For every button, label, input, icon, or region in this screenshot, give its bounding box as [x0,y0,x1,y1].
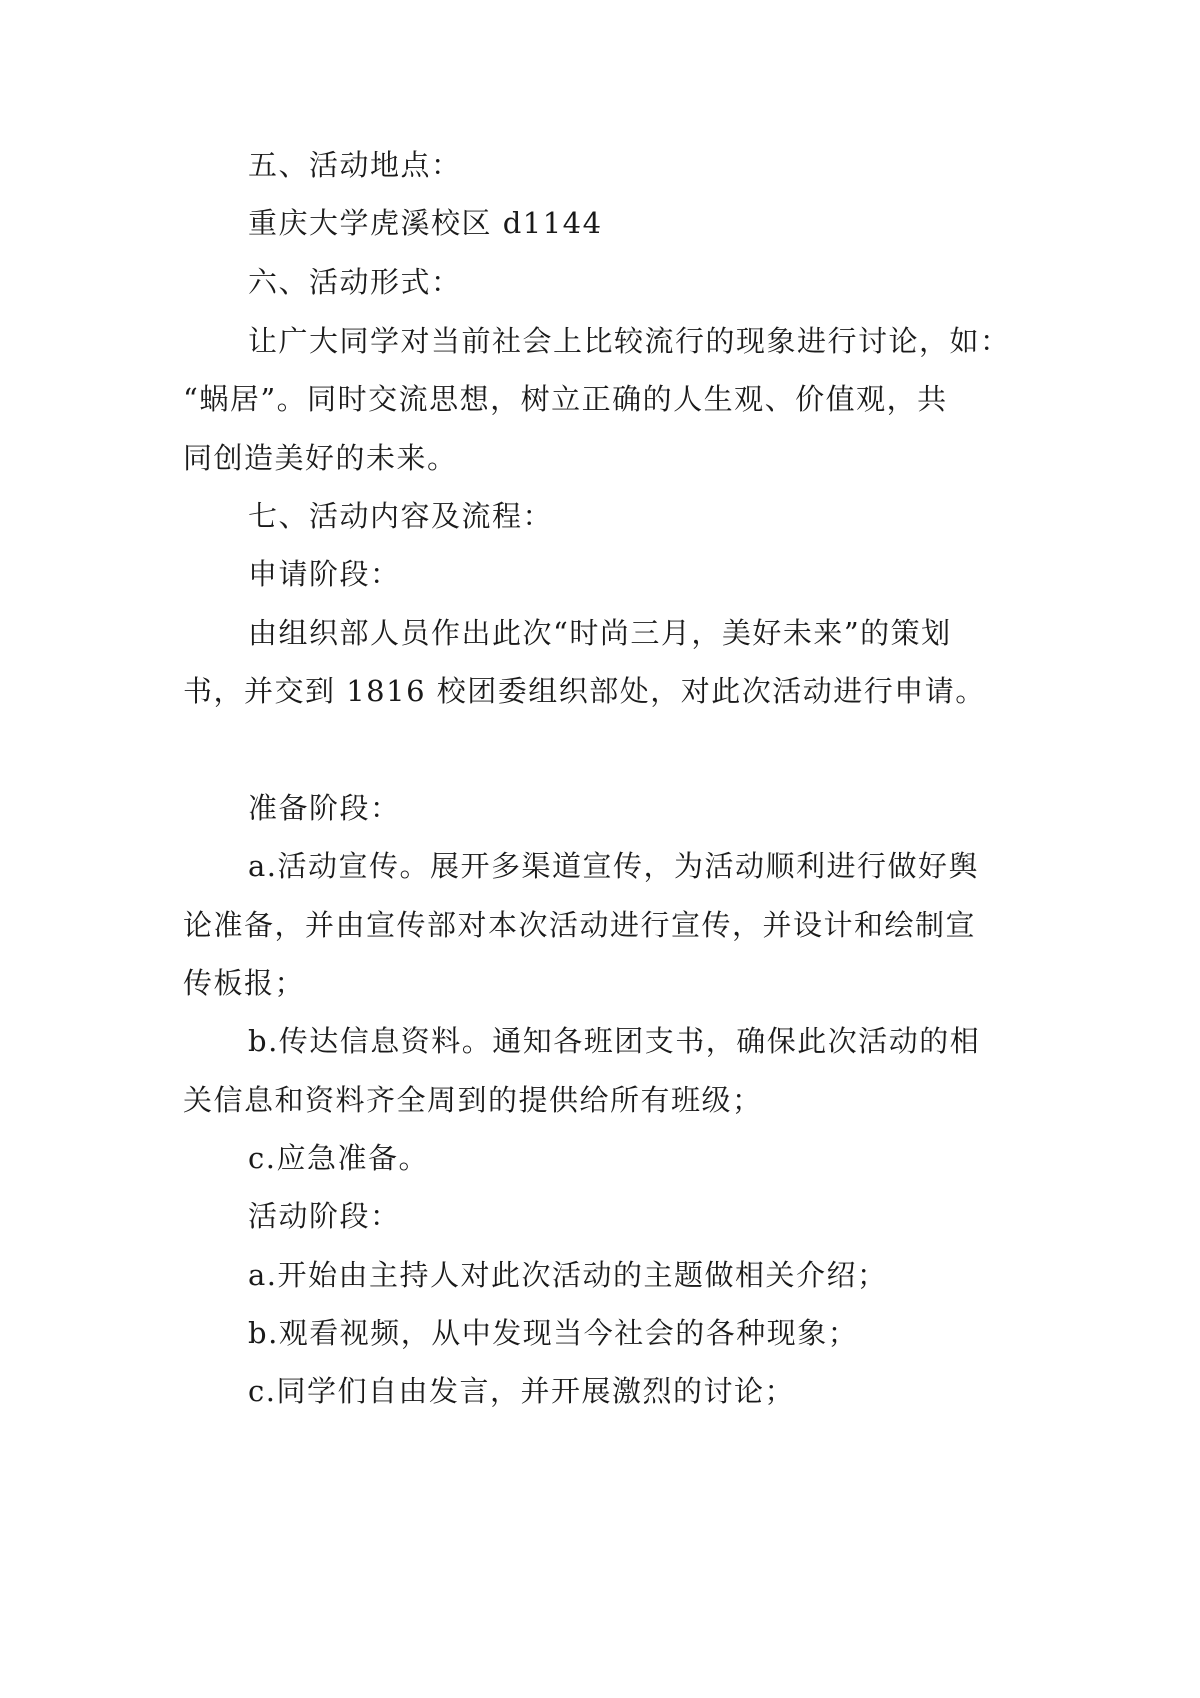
form-paragraph-line: 让广大同学对当前社会上比较流行的现象进行讨论，如： [248,324,1011,358]
application-paragraph-line: 书，并交到 1816 校团委组织部处，对此次活动进行申请。 [183,674,986,708]
activity-item-c: c.同学们自由发言，并开展激烈的讨论； [248,1374,795,1408]
form-paragraph-line: 同创造美好的未来。 [183,441,458,475]
section5-heading: 五、活动地点： [248,148,462,182]
application-paragraph-line: 由组织部人员作出此次“时尚三月，美好未来”的策划 [248,616,952,650]
section7-heading: 七、活动内容及流程： [248,499,554,533]
activity-item-b: b.观看视频，从中发现当今社会的各种现象； [248,1316,859,1350]
location-text: 重庆大学虎溪校区 d1144 [248,206,603,240]
application-stage-heading: 申请阶段： [248,557,401,591]
preparation-item-a-line: 传板报； [183,966,306,1000]
activity-item-a: a.开始由主持人对此次活动的主题做相关介绍； [248,1258,888,1292]
preparation-item-c: c.应急准备。 [248,1141,429,1175]
preparation-item-b-line: 关信息和资料齐全周到的提供给所有班级； [183,1083,763,1117]
section6-heading: 六、活动形式： [248,265,462,299]
activity-stage-heading: 活动阶段： [248,1199,401,1233]
preparation-item-b-line: b.传达信息资料。通知各班团支书，确保此次活动的相 [248,1024,981,1058]
preparation-item-a-line: a.活动宣传。展开多渠道宣传，为活动顺利进行做好舆 [248,849,980,883]
form-paragraph-line: “蜗居”。同时交流思想，树立正确的人生观、价值观，共 [183,382,948,416]
preparation-item-a-line: 论准备，并由宣传部对本次活动进行宣传，并设计和绘制宣 [183,908,977,942]
preparation-stage-heading: 准备阶段： [248,791,401,825]
